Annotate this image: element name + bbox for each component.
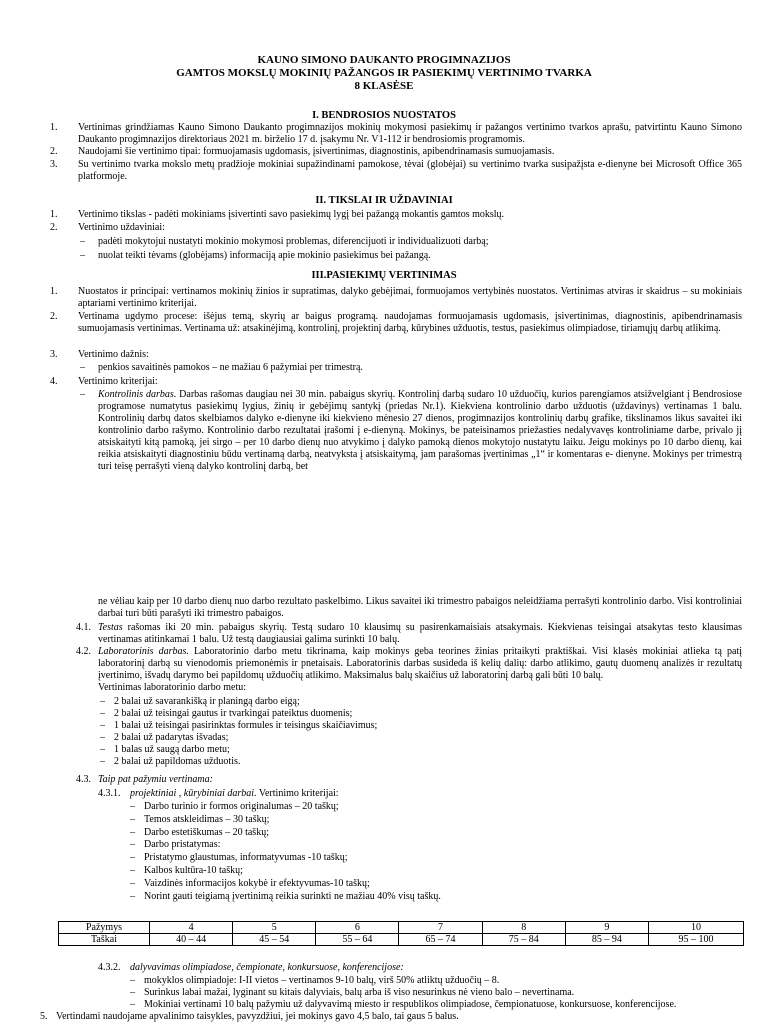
section-3-title: III.PASIEKIMŲ VERTINIMAS <box>311 270 457 281</box>
dash-marker: – <box>80 250 85 261</box>
section-1-title: I. BENDROSIOS NUOSTATOS <box>312 110 456 121</box>
table-cell: 8 <box>482 922 565 934</box>
section-3-item-3 <box>50 349 742 361</box>
subitem-4-3-1 <box>98 788 742 800</box>
dash-marker: – <box>130 852 135 864</box>
subitem-label: dalyvavimas olimpiadose, čempionate, konkursuose, konferencijose: <box>130 962 404 973</box>
school-title: KAUNO SIMONO DAUKANTO PROGIMNAZIJOS <box>257 54 511 66</box>
section-3-item-1 <box>50 286 742 310</box>
bullet-text: padėti mokytojui nustatyti mokinio mokymosi problemas, diferencijuoti ir individualizuoti darbą; <box>98 236 489 247</box>
project-point: – Darbo estetiškumas – 20 taškų; <box>130 826 269 838</box>
section-3-item-5 <box>40 1011 740 1023</box>
table-header-cell: Taškai <box>59 934 150 946</box>
subitem-4-3 <box>76 774 742 786</box>
item-text: Naudojami šie vertinimo tipai: formuojamasis ugdomasis, įsivertinimas, diagnostinis, apibendrinamasis sumuojamasis. <box>78 146 555 157</box>
item-text: Su vertinimo tvarka mokslo metų pradžioje mokiniai supažindinami pamokose, tėvai (globėjai) su vertinimo tvarka susipažįsta e-dienyne bei Microsoft Office 365 platformoje. <box>78 159 742 182</box>
table-cell: 9 <box>565 922 648 934</box>
subitem-text: Taip pat pažymiu vertinama: <box>98 774 213 785</box>
subitem-label: Laboratorinis darbas. <box>98 646 189 657</box>
kontrolinis-paragraph <box>80 389 742 473</box>
lab-point: – 2 balai už savarankišką ir planingą darbo eigą; <box>100 696 300 707</box>
bullet-text: nuolat teikti tėvams (globėjams) informaciją apie mokinio pasiekimus bei pažangą. <box>98 250 431 261</box>
item-number: 5. <box>40 1011 48 1022</box>
item-number: 4.3. <box>76 774 91 785</box>
dash-marker: – <box>130 813 135 825</box>
frequency-bullet <box>80 362 742 374</box>
olympiad-points-list <box>130 975 742 1011</box>
project-point: – Kalbos kultūra-10 taškų; <box>130 864 243 876</box>
dash-marker: – <box>100 744 105 755</box>
lab-points-list <box>100 696 740 768</box>
item-number: 2. <box>50 311 58 322</box>
lab-point: – 1 balas už saugą darbo metu; <box>100 744 230 755</box>
kontrolinis-body: Darbas rašomas daugiau nei 30 min. pabaigus skyrių. Kontrolinį darbą sudaro 10 užduočių, kurios parengiamos atsižvelgiant į Bendrosiose programose numatytus pasiekimų lygius, žinių ir gebėjimų santykį (priedas Nr.1). Kiekviena kontrolinio darbo užduotis (uždavinys) vertinamas 1 balu. Kontrolinių darbų datos skelbiamos dalyko e-dienyne iki kiekvieno mėnesio 27 dienos, progimnazijos kontrolinių darbų grafike, tikslinamos likus savaitei iki kontrolinio darbo rašymo. Kontrolinio darbo rezultatai įrašomi į e-dienyną. Mokinys, be pateisinamos priežasties nedalyvavęs kontroliniame darbe, privalo jį atsiskaityti kitą pamoką, jei sirgo – per 10 darbo dienų nuo atvykimo į dalyko pamoką dienos mokytojo nustatytu laiku. Jeigu mokinys po 10 darbo dienų, kai reikia atsiskaityti diagnostiniu būdu vertinamą darbą, neatvyksta į atsiskaitymą, jam parašomas įvertinimas „1“ ir komentaras e- dienyne. Mokinys per trimestrą turi teisę perrašyti vieną dalyko kontrolinį darbą, bet <box>98 389 742 472</box>
table-cell: 85 – 94 <box>565 934 648 946</box>
table-cell: 65 – 74 <box>399 934 482 946</box>
section-2-bullet <box>80 236 742 248</box>
dash-marker: – <box>80 389 85 400</box>
section-3-item-2 <box>50 311 742 335</box>
table-cell: 5 <box>233 922 316 934</box>
project-points-list <box>130 801 740 903</box>
section-2-item-1 <box>50 209 742 221</box>
table-cell: 55 – 64 <box>316 934 399 946</box>
lab-point: – 2 balai už papildomas užduotis. <box>100 756 241 767</box>
dash-marker: – <box>130 890 135 902</box>
section-1-item-2 <box>50 146 742 158</box>
section-1-item-3 <box>50 159 742 183</box>
item-text: Nuostatos ir principai: vertinamos mokinių žinios ir supratimas, dalyko gebėjimai, formuojamos vertybinės nuostatos. Vertinimas atviras ir skaidrus – su mokiniais aptariami vertinimo kriterijai. <box>78 286 742 309</box>
item-number: 2. <box>50 222 58 233</box>
item-text: Vertinimo uždaviniai: <box>78 222 165 233</box>
table-cell: 4 <box>150 922 233 934</box>
kontrolinis-text <box>98 389 742 473</box>
dash-marker: – <box>100 732 105 743</box>
dash-marker: – <box>130 864 135 876</box>
project-point: – Darbo turinio ir formos originalumas – 20 taškų; <box>130 801 339 812</box>
subitem-body: Vertinimo kriterijai: <box>256 788 339 799</box>
kontrolinis-continuation: ne vėliau kaip per 10 darbo dienų nuo darbo rezultato paskelbimo. Likus savaitei iki trimestro pabaigos neleidžiama perrašyti kontrolinio darbo. Visi kontroliniai darbai turi būti parašyti iki trimestro pabaigos. <box>98 596 742 619</box>
dash-marker: – <box>100 708 105 719</box>
table-cell: 6 <box>316 922 399 934</box>
item-text: Vertinimo kriterijai: <box>78 376 158 387</box>
subitem-text <box>130 788 339 800</box>
table-cell: 75 – 84 <box>482 934 565 946</box>
lab-point: – 2 balai už teisingai gautus ir tvarkingai pateiktus duomenis; <box>100 708 353 719</box>
lab-point: – 2 balai už padarytas išvadas; <box>100 732 229 743</box>
project-point: – Pristatymo glaustumas, informatyvumas -10 taškų; <box>130 852 348 864</box>
table-row <box>59 934 744 946</box>
subitem-4-2 <box>76 646 742 694</box>
item-number: 2. <box>50 146 58 157</box>
dash-marker: – <box>100 720 105 731</box>
subitem-text <box>98 646 742 694</box>
item-number: 1. <box>50 209 58 220</box>
class-title: 8 KLASĖSE <box>354 80 414 92</box>
table-row <box>59 922 744 934</box>
section-2-item-2 <box>50 222 742 234</box>
section-1-item-1 <box>50 122 742 146</box>
item-number: 1. <box>50 122 58 133</box>
table-cell: 45 – 54 <box>233 934 316 946</box>
subitem-text <box>98 622 742 646</box>
dash-marker: – <box>100 696 105 707</box>
project-point: – Vaizdinės informacijos kokybė ir efektyvumas-10 taškų; <box>130 877 370 889</box>
project-point: – Norint gauti teigiamą įvertinimą reikia surinkti ne mažiau 40% visų taškų. <box>130 890 441 902</box>
subitem-body: rašomas iki 20 min. pabaigus skyrių. Testą sudaro 10 klausimų su pasirenkamaisiais atsakymais. Kiekvienas teisingai atsakytas testo klausimas vertinamas atitinkamai 1 balu. Už testą daugiausiai galima surinkti 10 balų. <box>98 622 742 645</box>
bullet-text: penkios savaitinės pamokos – ne mažiau 6 pažymiai per trimestrą. <box>98 362 363 373</box>
dash-marker: – <box>130 877 135 889</box>
olympiad-point: – Mokiniai vertinami 10 balų pažymiu už dalyvavimą miesto ir respublikos olimpiadose, čempionatuose, konkursuose, konferencijose. <box>130 999 677 1010</box>
dash-marker: – <box>80 362 85 373</box>
subitem-label: projektiniai , kūrybiniai darbai. <box>130 788 257 799</box>
item-number: 4.3.1. <box>98 788 121 799</box>
item-text: Vertindami naudojame apvalinimo taisykles, pavyzdžiui, jei mokinys gavo 4,5 balo, tai gaus 5 balus. <box>56 1011 459 1022</box>
lab-criteria-heading: Vertinimas laboratorinio darbo metu: <box>98 682 247 693</box>
grade-points-table <box>58 921 744 946</box>
dash-marker: – <box>130 987 135 998</box>
project-point: – Temos atskleidimas – 30 taškų; <box>130 813 270 825</box>
dash-marker: – <box>130 801 135 812</box>
kontrolinis-label: Kontrolinis darbas. <box>98 389 177 400</box>
dash-marker: – <box>80 236 85 247</box>
section-2-bullet <box>80 250 742 262</box>
dash-marker: – <box>130 999 135 1010</box>
subitem-label: Testas <box>98 622 123 633</box>
item-text: Vertinimo tikslas - padėti mokiniams įsivertinti savo pasiekimų lygį bei pažangą mokantis gamtos mokslų. <box>78 209 505 220</box>
item-number: 4.1. <box>76 622 91 633</box>
section-2-title: II. TIKSLAI IR UŽDAVINIAI <box>315 195 453 206</box>
olympiad-point: – Surinkus labai mažai, lyginant su kitais dalyviais, balų arba iš viso nesurinkus nė vieno balo – nevertinama. <box>130 987 575 998</box>
table-cell: 10 <box>648 922 743 934</box>
document-title: GAMTOS MOKSLŲ MOKINIŲ PAŽANGOS IR PASIEKIMŲ VERTINIMO TVARKA <box>176 67 592 79</box>
table-cell: 40 – 44 <box>150 934 233 946</box>
table-cell: 95 – 100 <box>648 934 743 946</box>
item-text: Vertinama ugdymo procese: išėjus temą, skyrių ar baigus programą. naudojamas formuojamasis ugdomasis, įsivertinimas, diagnostinis, apibendrinamasis sumuojamasis vertinimas. Vertinama už: atsakinėjimą, kontrolinį, projektinį darbą, kūrybines užduotis, testus, pasiekimus olimpiadose, tiriamųjų darbų atlikimą. <box>78 311 742 334</box>
item-number: 4.2. <box>76 646 91 657</box>
table-header-cell: Pažymys <box>59 922 150 934</box>
dash-marker: – <box>130 975 135 986</box>
item-number: 4.3.2. <box>98 962 121 973</box>
item-text: Vertinimo dažnis: <box>78 349 149 360</box>
olympiad-point: – mokyklos olimpiadoje: I-II vietos – vertinamos 9-10 balų, virš 50% atliktų užduočių – 8. <box>130 975 500 986</box>
section-3-item-4 <box>50 376 742 388</box>
subitem-4-3-2 <box>98 962 742 974</box>
item-text: Vertinimas grindžiamas Kauno Simono Daukanto progimnazijos mokinių mokymosi pasiekimų ir pažangos vertinimo tvarkos aprašu, patvirtintu Kauno Simono Daukanto progimnazijos direktoriaus 2021 m. birželio 17 d. įsakymu Nr. V1-112 ir bendrosiomis programomis. <box>78 122 742 145</box>
subitem-4-1 <box>76 622 742 646</box>
dash-marker: – <box>130 826 135 838</box>
subitem-body: Laboratorinio darbo metu tikrinama, kaip mokinys geba teorines žinias pritaikyti praktiškai. Visi klasės mokiniai atlieka tą patį laboratorinį darbą su vienodomis priemonėmis ir pnetaisais. Laboratorinis darbas susideda iš kelių dalių: darbo atlikimo, gautų duomenų analizės ir rezultatų įvertinimo, išvadų darymo bei papildomų užduočių atlikimo. Maksimalus balų skaičius už laboratorinį darbą gali būti 10 balų. <box>98 646 743 681</box>
item-number: 4. <box>50 376 58 387</box>
dash-marker: – <box>100 756 105 767</box>
project-point: – Darbo pristatymas: <box>130 839 221 851</box>
item-number: 3. <box>50 159 58 170</box>
item-number: 3. <box>50 349 58 360</box>
dash-marker: – <box>130 839 135 851</box>
item-number: 1. <box>50 286 58 297</box>
lab-point: – 1 balai už teisingai pasirinktas formules ir teisingus skaičiavimus; <box>100 720 378 731</box>
table-cell: 7 <box>399 922 482 934</box>
